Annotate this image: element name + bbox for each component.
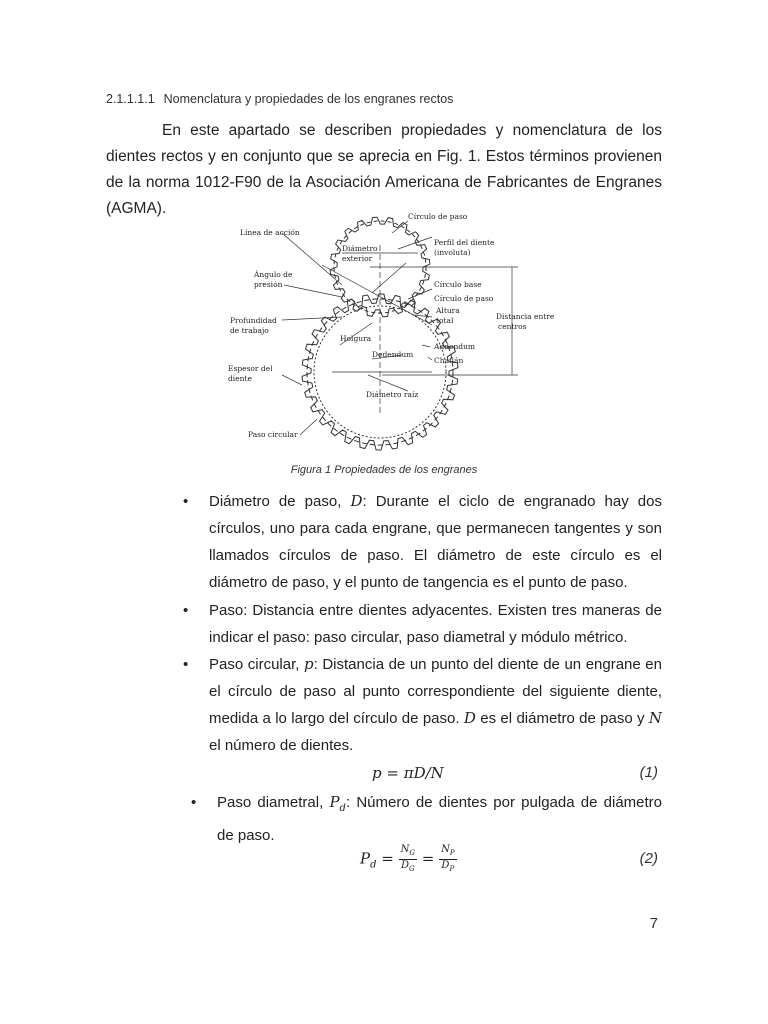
bullet-text: : Distancia de un punto del diente de un engrane en el círculo de paso al punto correspondiente del siguiente diente, medida a lo largo del círculo de paso. (209, 656, 662, 727)
eq2-lhs-sub: d (370, 859, 377, 871)
eq2-equals-2: = (416, 849, 440, 868)
eq2-fraction-1 (399, 844, 417, 875)
math-symbol: D (463, 709, 476, 727)
equation-2 (360, 844, 457, 875)
bullet-text: : Número de dientes por pulgada de diámetro de paso. (217, 794, 663, 844)
eq2-f2-num-sub: P (449, 849, 455, 857)
bullet-dot: • (183, 493, 189, 510)
eq2-f2-den-sub: P (449, 865, 455, 873)
eq2-f1-num: N (400, 844, 410, 855)
bullet-title: Paso diametral, (217, 794, 330, 811)
label-circulo-paso-mid: Círculo de paso (434, 294, 494, 303)
label-paso-circular: Paso circular (248, 430, 298, 439)
eq2-f1-den: D (400, 860, 409, 871)
label-altura-total-2: total (436, 316, 454, 325)
label-diametro-exterior-2: exterior (342, 254, 373, 263)
math-symbol: N (648, 709, 663, 727)
section-title: Nomenclatura y propiedades de los engranes rectos (163, 92, 454, 106)
label-altura-total-1: Altura (436, 306, 460, 315)
bullet-text: : Durante el ciclo de engranado hay dos círculos, uno para cada engrane, que permanecen tangentes y son llamados círculos de paso. El diámetro de este círculo es el diámetro de paso, y el punto de tangencia es el punto de paso. (209, 493, 662, 591)
label-perfil-diente: Perfil del diente (434, 238, 495, 247)
bullet-title: Diámetro de paso, (209, 493, 351, 510)
eq2-f1-num-sub: G (409, 849, 415, 857)
math-subscript: d (339, 803, 346, 814)
label-addendum: Addendum (434, 342, 476, 351)
eq2-equals: = (376, 849, 399, 868)
equation-2-number: (2) (639, 850, 658, 867)
gear-diagram (222, 205, 562, 455)
math-symbol: P (329, 793, 340, 811)
bullet-item-diametro-paso (180, 488, 662, 596)
equation-1-number: (1) (639, 764, 658, 781)
bullet-item-paso (180, 597, 662, 651)
bullet-text: el número de dientes. (209, 737, 354, 754)
page-number: 7 (649, 915, 658, 932)
eq2-fraction-2 (439, 844, 456, 875)
label-angulo-presion-2: presión (254, 280, 283, 289)
equation-1: p = πD/N (372, 764, 444, 782)
section-number: 2.1.1.1.1 (106, 92, 155, 106)
label-espesor-2: diente (228, 374, 252, 383)
math-symbol: p (304, 655, 314, 673)
eq2-f2-den: D (441, 860, 450, 871)
bullet-dot: • (183, 656, 189, 673)
label-distancia-2: centros (498, 322, 527, 331)
label-distancia-1: Distancia entre (496, 312, 555, 321)
eq2-f1-den-sub: G (409, 865, 415, 873)
label-linea-accion: Línea de acción (240, 228, 300, 237)
label-chaflan: Chaflán (434, 356, 464, 365)
label-circulo-paso-top: Círculo de paso (408, 212, 468, 221)
label-circulo-base: Círculo base (434, 280, 482, 289)
intro-text: En este apartado se describen propiedades y nomenclatura de los dientes rectos y en conjunto que se aprecia en Fig. 1. Estos términos provienen de la norma 1012-F90 de la Asociación Americana de Fabricantes de Engranes (AGMA). (106, 122, 662, 217)
math-symbol: D (350, 492, 363, 510)
bullet-item-paso-diametral (188, 789, 662, 849)
bullet-item-paso-circular (180, 651, 662, 759)
section-heading (106, 92, 453, 106)
bullet-title: Paso circular, (209, 656, 304, 673)
label-diametro-exterior-1: Diámetro (342, 244, 378, 253)
label-diametro-raiz: Diámetro raíz (366, 390, 419, 399)
label-holgura: Holgura (340, 334, 372, 343)
bullet-text: Paso: Distancia entre dientes adyacentes. Existen tres maneras de indicar el paso: paso circular, paso diametral y módulo métrico. (209, 602, 662, 646)
bullet-dot: • (191, 794, 197, 811)
label-involuta: (involuta) (434, 248, 471, 257)
label-dedendum: Dedendum (372, 350, 414, 359)
figure-caption: Figura 1 Propiedades de los engranes (290, 464, 478, 476)
label-espesor-1: Espesor del (228, 364, 273, 373)
label-profundidad-2: de trabajo (230, 326, 269, 335)
label-profundidad-1: Profundidad (230, 316, 277, 325)
eq2-f2-num: N (441, 844, 450, 855)
label-angulo-presion-1: Ángulo de (254, 270, 293, 279)
eq2-lhs: P (360, 849, 371, 868)
bullet-dot: • (183, 602, 189, 619)
bullet-text: es el diámetro de paso y (475, 710, 649, 727)
